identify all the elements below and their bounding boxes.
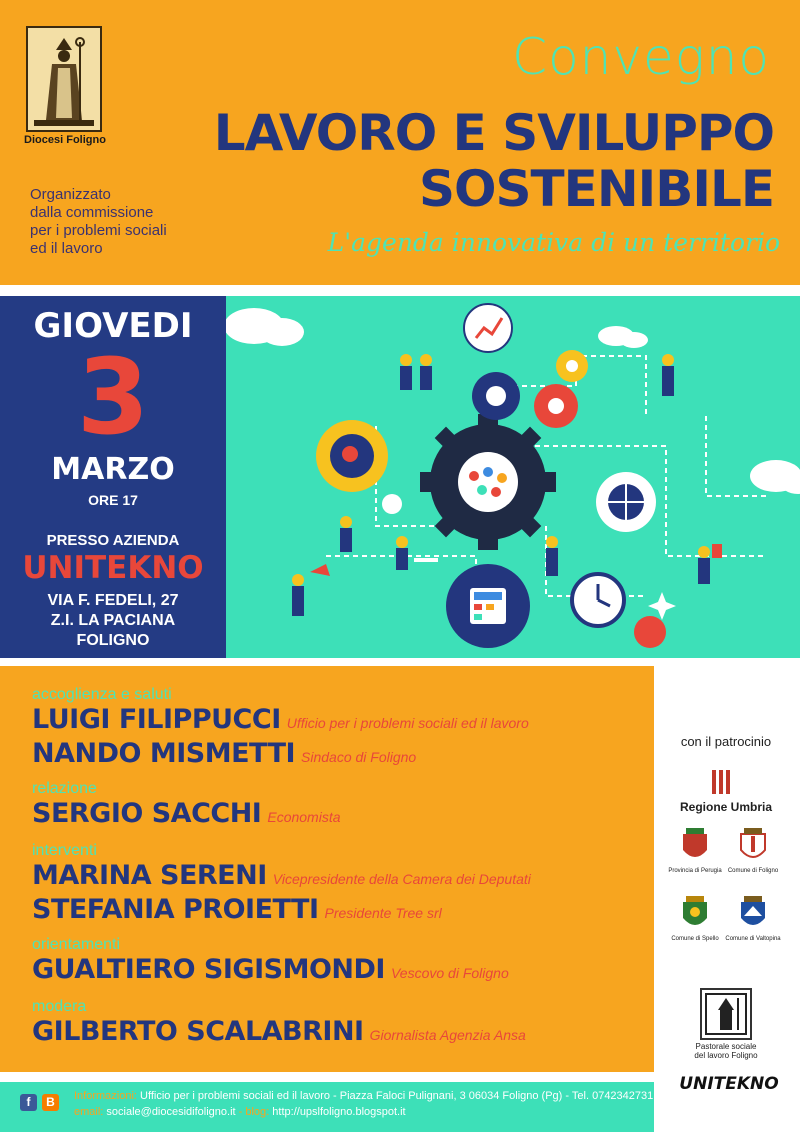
gear-icon (534, 384, 578, 428)
program-panel (0, 666, 654, 1072)
person-icon (400, 354, 432, 390)
pastorale-caption (680, 1042, 772, 1060)
gear-icon (556, 350, 588, 382)
blog-link[interactable]: http://upslfoligno.blogspot.it (272, 1106, 406, 1118)
gear-icon (634, 616, 666, 648)
speaker-row (32, 1016, 526, 1047)
blogger-icon[interactable]: B (42, 1094, 59, 1111)
provincia-perugia-crest-icon (680, 828, 710, 864)
sparkle-icon (648, 592, 676, 620)
section-label-orientations: orientamenti (32, 936, 121, 953)
header-banner (0, 0, 800, 285)
info-text: Ufficio per i problemi sociali ed il lavoro - Piazza Faloci Pulignani, 3 06034 Foligno (Pg) - Tel. 0742342731 (140, 1090, 654, 1102)
section-label-talk: relazione (32, 780, 97, 797)
section-label-moderator: modera (32, 998, 87, 1015)
cloud-icon (226, 308, 304, 346)
event-day-number: 3 (76, 336, 150, 458)
venue-address-line2: Z.I. LA PACIANA (50, 612, 176, 629)
patronage-heading: con il patrocinio (680, 734, 772, 749)
person-icon (292, 564, 330, 616)
venue-prefix: PRESSO AZIENDA (46, 532, 180, 549)
brain-gear-icon (316, 420, 388, 492)
speaker-row (32, 738, 416, 769)
globe-gear-icon (596, 472, 656, 532)
person-icon (340, 516, 352, 552)
email-link[interactable]: sociale@diocesidifoligno.it (106, 1106, 236, 1118)
organizer-line: dalla commissione (30, 204, 154, 221)
speaker-row (32, 894, 442, 925)
speaker-row (32, 860, 531, 891)
organizer-line: Organizzato (30, 186, 111, 203)
blog-label: - blog: (238, 1106, 270, 1118)
unitekno-logo: UNITEKNO (679, 1074, 779, 1094)
section-label-contributions: interventi (32, 842, 97, 859)
speaker-role: Ufficio per i problemi sociali ed il lavoro (286, 715, 529, 731)
crest-label: Provincia di Perugia (668, 868, 722, 874)
calculator-gear-icon (446, 564, 530, 648)
venue-address-line1: VIA F. FEDELI, 27 (47, 592, 179, 609)
speaker-row (32, 954, 509, 985)
central-gear-icon (420, 414, 556, 550)
event-subtitle: L'agenda innovativa di un territorio (327, 228, 780, 257)
cloud-icon (750, 460, 800, 494)
organizer-text (30, 186, 230, 258)
gear-icon (382, 494, 402, 514)
speaker-name: SERGIO SACCHI (32, 798, 262, 829)
organizer-line: per i problemi sociali (30, 222, 167, 239)
clock-icon (572, 574, 624, 626)
footer-contact-bar (0, 1082, 654, 1132)
facebook-icon[interactable]: f (20, 1094, 37, 1111)
regione-umbria-icon (710, 770, 732, 794)
chart-bubble-icon (464, 304, 512, 352)
venue-name: UNITEKNO (22, 550, 204, 586)
crest-label: Comune di Foligno (727, 868, 779, 874)
speaker-role: Presidente Tree srl (324, 905, 442, 921)
person-icon (662, 354, 674, 396)
speaker-role: Giornalista Agenzia Ansa (369, 1027, 526, 1043)
speaker-name: GILBERTO SCALABRINI (32, 1016, 364, 1047)
event-day: GIOVEDI (33, 306, 193, 346)
comune-spello-crest-icon (680, 896, 710, 932)
regione-umbria-label: Regione Umbria (679, 800, 772, 814)
speaker-role: Vescovo di Foligno (390, 965, 509, 981)
section-label-welcome: accoglienza e saluti (32, 686, 172, 703)
event-title-line1: LAVORO E SVILUPPO (213, 104, 774, 162)
innovation-gears-illustration (226, 296, 800, 658)
info-label: Informazioni: (74, 1090, 137, 1102)
speaker-role: Economista (267, 809, 341, 825)
pastorale-line: del lavoro Foligno (694, 1051, 758, 1060)
speaker-name: MARINA SERENI (32, 860, 267, 891)
speaker-name: LUIGI FILIPPUCCI (32, 704, 281, 735)
pastorale-line: Pastorale sociale (695, 1042, 757, 1051)
person-icon (698, 544, 722, 584)
crest-label: Comune di Spello (671, 936, 719, 942)
person-icon (396, 536, 438, 570)
speaker-role: Sindaco di Foligno (301, 749, 417, 765)
footer-contact-line (74, 1106, 406, 1118)
person-icon (546, 536, 558, 576)
date-venue-panel (0, 296, 226, 658)
pastorale-logo (700, 988, 752, 1040)
footer-info-line (74, 1090, 653, 1102)
diocese-logo (26, 26, 102, 132)
comune-valtopina-crest-icon (738, 896, 768, 932)
convegno-heading: Convegno (512, 28, 770, 86)
speaker-role: Vicepresidente della Camera dei Deputati (272, 871, 531, 887)
organizer-line: ed il lavoro (30, 240, 103, 257)
diocese-caption: Diocesi Foligno (24, 134, 106, 146)
event-month: MARZO (51, 452, 175, 487)
gear-icon (472, 372, 520, 420)
speaker-name: GUALTIERO SIGISMONDI (32, 954, 385, 985)
email-label: email: (74, 1106, 104, 1118)
cloud-icon (598, 326, 648, 348)
venue-address-line3: FOLIGNO (76, 632, 150, 649)
speaker-row (32, 798, 341, 829)
speaker-row (32, 704, 529, 735)
event-time: ORE 17 (88, 492, 138, 508)
comune-foligno-crest-icon (738, 828, 768, 864)
speaker-name: NANDO MISMETTI (32, 738, 296, 769)
speaker-name: STEFANIA PROIETTI (32, 894, 319, 925)
crest-label: Comune di Valtopina (725, 936, 781, 942)
event-title-line2: SOSTENIBILE (419, 160, 774, 218)
